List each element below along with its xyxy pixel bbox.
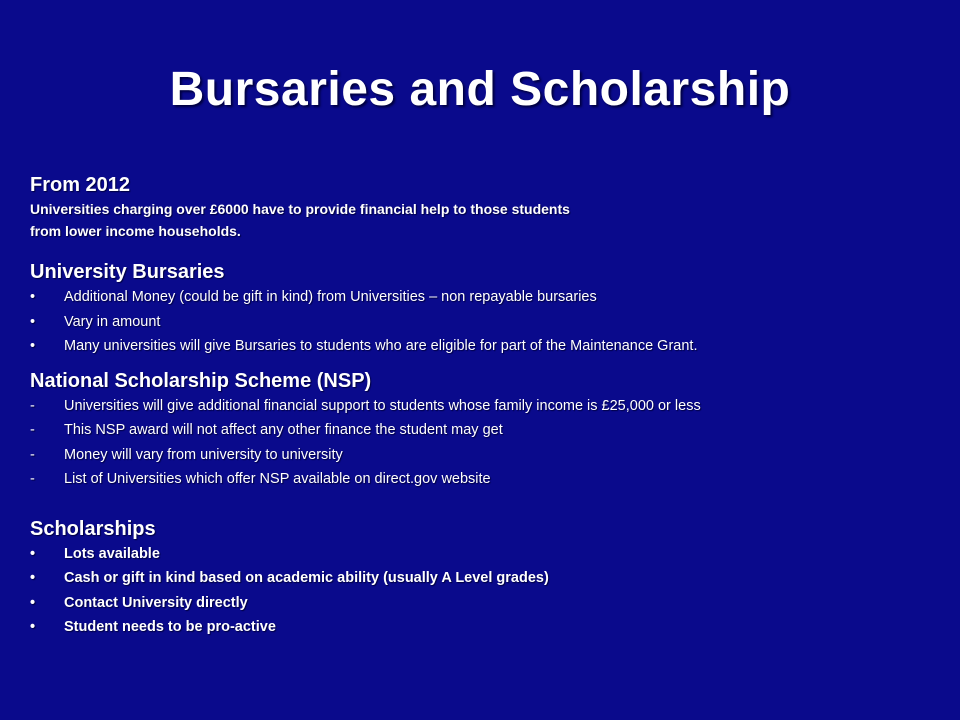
list-item-text: Student needs to be pro-active xyxy=(64,619,276,635)
list-item xyxy=(30,310,940,335)
list-item xyxy=(30,285,940,310)
intro-text-line-1: Universities charging over £6000 have to provide financial help to those students xyxy=(30,201,570,217)
list-item xyxy=(30,542,940,567)
bullet-icon: • xyxy=(30,545,36,562)
list-item-text: Many universities will give Bursaries to students who are eligible for part of the Maintenance Grant. xyxy=(64,338,698,354)
list-item xyxy=(30,467,940,492)
dash-icon: - xyxy=(30,422,35,438)
list-item xyxy=(30,418,940,443)
section-nsp xyxy=(30,368,940,492)
list-item xyxy=(30,615,940,640)
section-scholarships xyxy=(30,516,940,640)
university-bursaries-heading: University Bursaries xyxy=(30,261,225,283)
list-item xyxy=(30,443,940,468)
section-university-bursaries xyxy=(30,259,940,359)
list-item-text: Lots available xyxy=(64,545,160,562)
slide-title: Bursaries and Scholarship xyxy=(169,63,791,116)
dash-icon: - xyxy=(30,446,35,463)
list-item xyxy=(30,591,940,616)
list-item-text: Money will vary from university to university xyxy=(64,446,343,463)
nsp-heading: National Scholarship Scheme (NSP) xyxy=(30,369,372,392)
list-item-text: Cash or gift in kind based on academic ability (usually A Level grades) xyxy=(64,570,549,586)
list-item-text: This NSP award will not affect any other finance the student may get xyxy=(64,422,503,438)
nsp-list xyxy=(30,394,940,492)
bullet-icon: • xyxy=(30,289,36,305)
intro-heading: From 2012 xyxy=(30,174,131,196)
scholarships-list xyxy=(30,542,940,640)
scholarships-heading: Scholarships xyxy=(30,517,156,540)
list-item-text: Vary in amount xyxy=(64,313,161,330)
list-item-text: Additional Money (could be gift in kind) from Universities – non repayable bursaries xyxy=(64,289,597,305)
intro-text-line-2: from lower income households. xyxy=(30,223,241,239)
bullet-icon: • xyxy=(30,338,36,354)
university-bursaries-list xyxy=(30,285,940,359)
section-intro xyxy=(30,172,940,242)
list-item-text: Contact University directly xyxy=(64,594,248,611)
bullet-icon: • xyxy=(30,570,36,586)
list-item xyxy=(30,566,940,591)
dash-icon: - xyxy=(30,471,35,487)
bullet-icon: • xyxy=(30,594,36,611)
slide-content xyxy=(30,172,940,640)
list-item-text: Universities will give additional financial support to students whose family income is £25,000 or less xyxy=(64,397,701,414)
bullet-icon: • xyxy=(30,619,36,635)
list-item xyxy=(30,394,940,419)
list-item xyxy=(30,334,940,359)
list-item-text: List of Universities which offer NSP available on direct.gov website xyxy=(64,471,491,487)
bullet-icon: • xyxy=(30,313,36,330)
dash-icon: - xyxy=(30,397,35,414)
